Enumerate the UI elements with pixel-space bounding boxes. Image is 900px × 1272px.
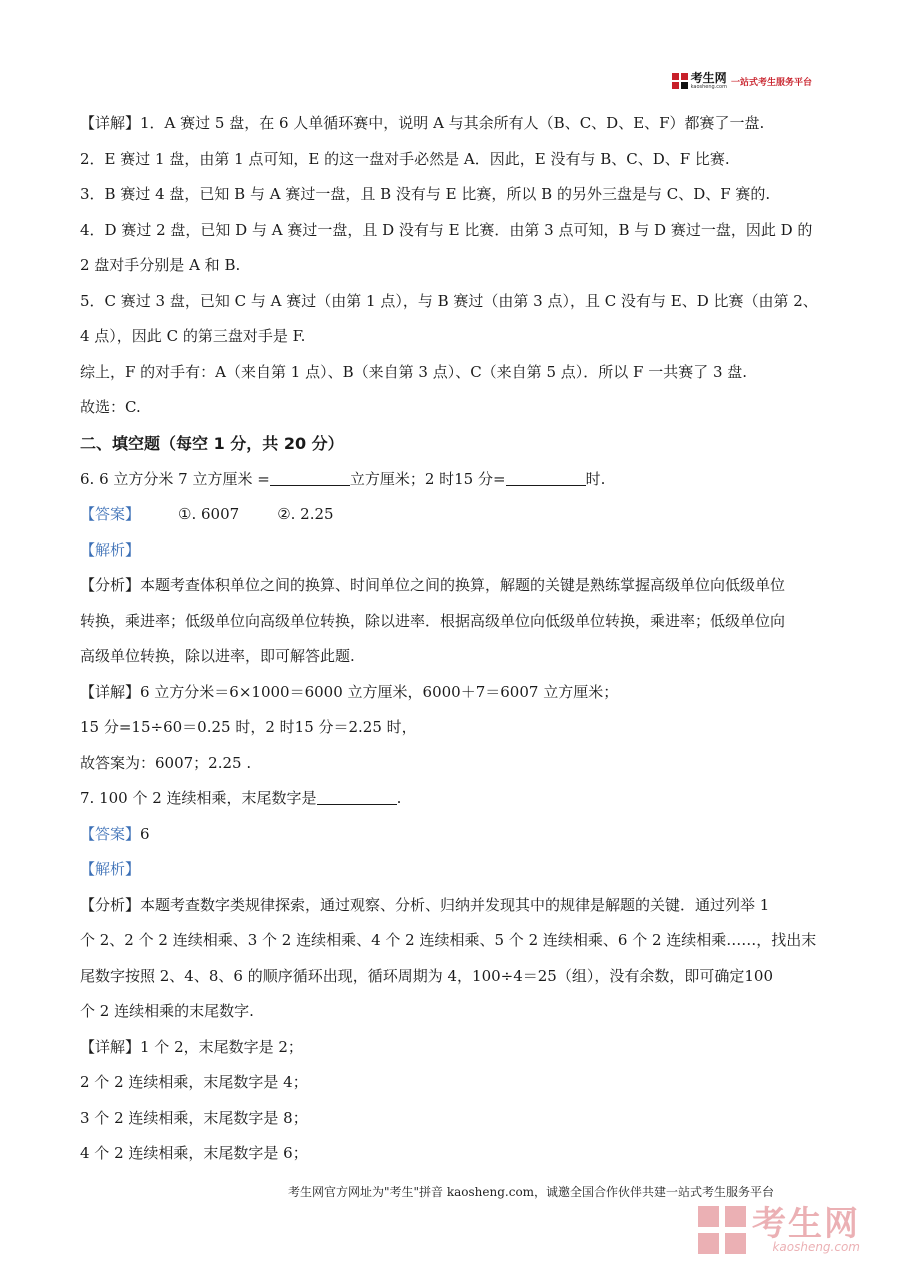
detail-line: 故答案为：6007；2.25 . [80, 753, 252, 772]
answer-line [80, 817, 825, 853]
logo-domain: kaosheng.com [690, 84, 727, 90]
question-7-part-b: . [396, 789, 402, 807]
answer-blank [270, 471, 350, 486]
answer-1: ①. 6007 [178, 505, 240, 523]
detail-line: 3 个 2 连续相乘，末尾数字是 8； [80, 1108, 308, 1127]
analysis-tag: 【解析】 [80, 860, 141, 878]
text-line: 故选：C. [80, 398, 141, 416]
analysis-line: 个 2 连续相乘的末尾数字. [80, 1002, 254, 1020]
question-7 [80, 781, 825, 817]
answer-tag: 【答案】 [80, 505, 141, 523]
analysis-line: 高级单位转换，除以进率，即可解答此题. [80, 647, 355, 665]
document-body [80, 106, 825, 1172]
text-line: 3．B 赛过 4 盘，已知 B 与 A 赛过一盘，且 B 没有与 E 比赛，所以 B 的另外三盘是与 C、D、F 赛的. [80, 185, 771, 203]
answer-blank [317, 790, 397, 805]
watermark-logo-icon [698, 1206, 746, 1254]
detail-line: 【详解】6 立方分米＝6×1000＝6000 立方厘米，6000＋7＝6007 立方厘米； [80, 682, 619, 701]
text-line: 5．C 赛过 3 盘，已知 C 与 A 赛过（由第 1 点），与 B 赛过（由第 3 点），且 C 没有与 E、D 比赛（由第 2、 [80, 291, 818, 310]
question-6-part-b: 立方厘米；2 时15 分= [349, 469, 506, 488]
text-line: 4．D 赛过 2 盘，已知 D 与 A 赛过一盘，且 D 没有与 E 比赛．由第 3 点可知，B 与 D 赛过一盘，因此 D 的 [80, 220, 813, 239]
answer-blank [506, 471, 586, 486]
detail-line: 15 分=15÷60＝0.25 时，2 时15 分＝2.25 时， [80, 718, 417, 736]
analysis-line: 尾数字按照 2、4、8、6 的顺序循环出现，循环周期为 4，100÷4＝25（组），没有余数，即可确定100 [80, 966, 773, 985]
text-line: 综上，F 的对手有：A（来自第 1 点）、B（来自第 3 点）、C（来自第 5 点）．所以 F 一共赛了 3 盘. [80, 362, 748, 381]
question-7-part-a: 7. 100 个 2 连续相乘，末尾数字是 [80, 789, 317, 807]
question-6-part-c: 时. [585, 469, 606, 488]
text-line: 【详解】1．A 赛过 5 盘，在 6 人单循环赛中，说明 A 与其余所有人（B、C、D、E、F）都赛了一盘. [80, 114, 765, 132]
analysis-line: 【分析】本题考查数字类规律探索，通过观察、分析、归纳并发现其中的规律是解题的关键．通过列举 1 [80, 895, 770, 914]
detail-line: 2 个 2 连续相乘，末尾数字是 4； [80, 1073, 308, 1091]
analysis-line: 个 2、2 个 2 连续相乘、3 个 2 连续相乘、4 个 2 连续相乘、5 个 2 连续相乘、6 个 2 连续相乘……，找出末 [80, 931, 817, 949]
text-line: 2 盘对手分别是 A 和 B. [80, 256, 241, 274]
watermark-name: 考生网 [752, 1204, 860, 1244]
answer-line [80, 497, 825, 533]
section-title: 二、填空题（每空 1 分，共 20 分） [80, 433, 344, 453]
detail-line: 4 个 2 连续相乘，末尾数字是 6； [80, 1144, 308, 1162]
logo-name: 考生网 [690, 71, 727, 85]
detail-line: 【详解】1 个 2，末尾数字是 2； [80, 1037, 303, 1056]
footer-text: 考生网官方网址为"考生"拼音 kaosheng.com，诚邀全国合作伙伴共建一站式考生服务平台 [288, 1185, 775, 1199]
question-6 [80, 462, 825, 498]
text-line: 2．E 赛过 1 盘，由第 1 点可知，E 的这一盘对手必然是 A．因此，E 没有与 B、C、D、F 比赛. [80, 149, 730, 168]
logo-slogan: 一站式考生服务平台 [730, 77, 812, 88]
analysis-line: 【分析】本题考查体积单位之间的换算、时间单位之间的换算，解题的关键是熟练掌握高级单位向低级单位 [80, 576, 786, 594]
question-6-part-a: 6. 6 立方分米 7 立方厘米 = [80, 469, 270, 488]
kaosheng-logo-icon [672, 73, 688, 89]
answer-value: 6 [140, 824, 150, 843]
analysis-line: 转换，乘进率；低级单位向高级单位转换，除以进率．根据高级单位向低级单位转换，乘进率；低级单位向 [80, 611, 786, 630]
text-line: 4 点），因此 C 的第三盘对手是 F. [80, 327, 306, 345]
watermark [698, 1206, 860, 1254]
header-logo [672, 72, 812, 90]
watermark-domain: kaosheng.com [772, 1240, 860, 1254]
answer-tag: 【答案】 [80, 824, 141, 843]
analysis-tag: 【解析】 [80, 540, 141, 559]
answer-2: ②. 2.25 [277, 505, 334, 523]
